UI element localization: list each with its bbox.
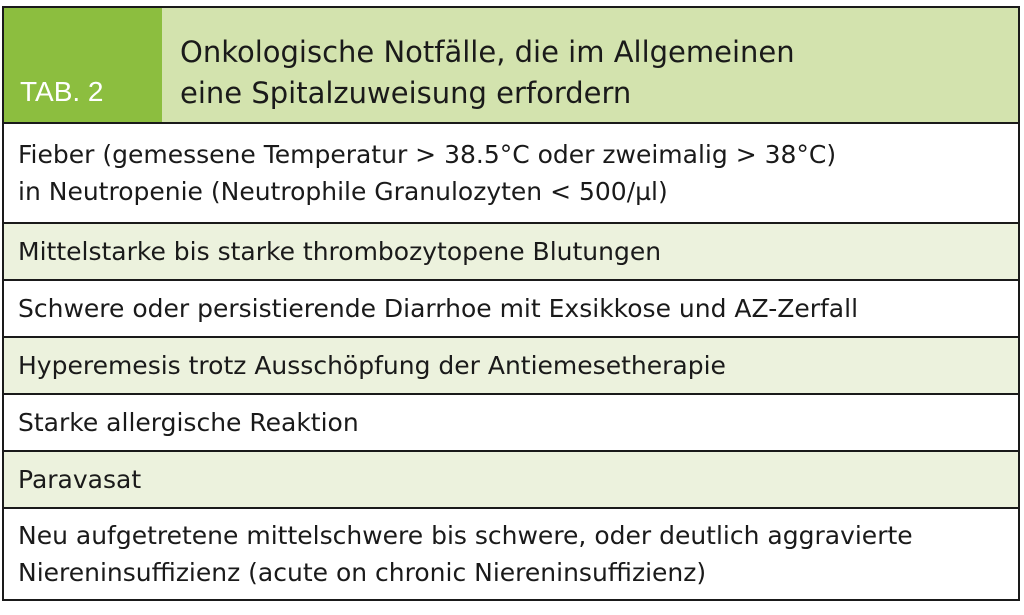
table-title: Onkologische Notfälle, die im Allgemeinen eine Spitalzuweisung erfordern (162, 8, 1018, 122)
table-row: Starke allergische Reaktion (4, 395, 1018, 452)
table-row: Neu aufgetretene mittelschwere bis schwere, oder deutlich aggravierte Niereninsuffizienz (acute on chronic Niereninsuffizienz) (4, 509, 1018, 599)
tab-label: TAB. 2 (4, 8, 162, 122)
table-row: Fieber (gemessene Temperatur > 38.5°C oder zweimalig > 38°C) in Neutropenie (Neutrophile Granulozyten < 500/µl) (4, 124, 1018, 224)
table-header (4, 8, 1018, 124)
table (2, 6, 1020, 601)
table-row: Schwere oder persistierende Diarrhoe mit Exsikkose und AZ-Zerfall (4, 281, 1018, 338)
table-row: Mittelstarke bis starke thrombozytopene Blutungen (4, 224, 1018, 281)
table-row: Paravasat (4, 452, 1018, 509)
table-row: Hyperemesis trotz Ausschöpfung der Antiemesetherapie (4, 338, 1018, 395)
